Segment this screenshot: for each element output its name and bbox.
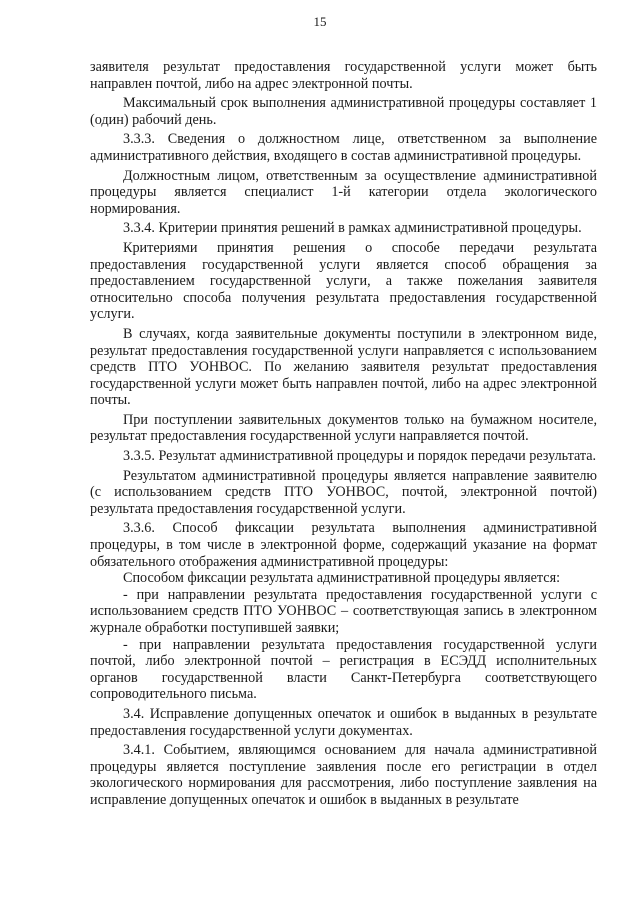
paragraph: 3.3.5. Результат административной процедуры и порядок передачи результата.: [123, 448, 597, 465]
paragraph: При поступлении заявительных документов только на бумажном носителе, результат предоставления государственной услуги направляется почтой.: [90, 411, 597, 445]
paragraph: 3.3.3. Сведения о должностном лице, ответственном за выполнение административного действия, входящего в состав административной процедуры.: [90, 131, 597, 164]
paragraph: - при направлении результата предоставления государственной услуги почтой, либо электронной почтой – регистрация в ЕСЭДД исполнительных органов государственной власти Санкт-Петербурга соответствующего сопроводительного письма.: [90, 636, 597, 703]
paragraph: Способом фиксации результата административной процедуры является:: [123, 570, 561, 587]
page-number: 15: [313, 14, 327, 29]
paragraph: заявителя результат предоставления государственной услуги может быть направлен почтой, либо на адрес электронной почты.: [90, 59, 597, 92]
paragraph: В случаях, когда заявительные документы поступили в электронном виде, результат предоставления государственной услуги направляется с использованием средств ПТО УОНВОС. По желанию заявителя результат предоставления государственной услуги может быть направлен почтой, либо на адрес электронной почты.: [90, 325, 597, 409]
document-body: [90, 59, 597, 809]
paragraph: Критериями принятия решения о способе передачи результата предоставления государственной услуги является способ обращения за предоставлением государственной услуги, а также пожелания заявителя относительно способа получения результата предоставления государственной услуги.: [90, 239, 597, 323]
paragraph: 3.4. Исправление допущенных опечаток и ошибок в выданных в результате предоставления государственной услуги документах.: [90, 705, 597, 739]
paragraph: Максимальный срок выполнения административной процедуры составляет 1 (один) рабочий день.: [90, 95, 597, 128]
paragraph: 3.3.4. Критерии принятия решений в рамках административной процедуры.: [123, 220, 582, 237]
paragraph: 3.4.1. Событием, являющимся основанием для начала административной процедуры является поступление заявления после его регистрации в отдел экологического нормирования для рассмотрения, либо поступление заявления на исправление допущенных опечаток и ошибок в выданных в результате: [90, 742, 597, 808]
paragraph: - при направлении результата предоставления государственной услуги с использованием средств ПТО УОНВОС – соответствующая запись в электронном журнале обработки поступившей заявки;: [90, 586, 597, 636]
paragraph: 3.3.6. Способ фиксации результата выполнения административной процедуры, в том числе в электронной форме, содержащий указание на формат обязательного отображения административной процедуры:: [90, 520, 597, 570]
paragraph: Должностным лицом, ответственным за осуществление административной процедуры является специалист 1-й категории отдела экологического нормирования.: [90, 167, 597, 217]
paragraph: Результатом административной процедуры является направление заявителю (с использованием средств ПТО УОНВОС, почтой, электронной почтой) результата предоставления государственной услуги.: [90, 467, 597, 517]
